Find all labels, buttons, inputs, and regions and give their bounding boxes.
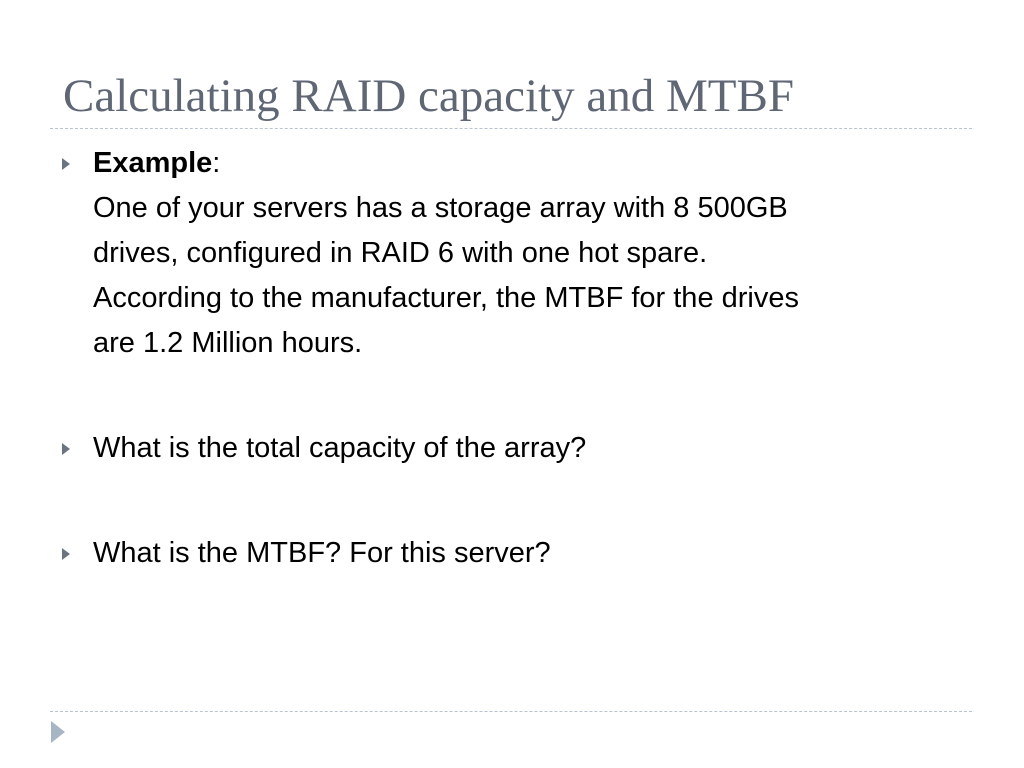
example-text-line: According to the manufacturer, the MTBF for the drives xyxy=(93,282,799,314)
triangle-right-icon xyxy=(62,548,70,560)
title-divider xyxy=(50,128,972,129)
bullet-list xyxy=(62,141,962,576)
footer-divider xyxy=(50,711,972,712)
play-triangle-icon[interactable] xyxy=(51,721,65,743)
mtbf-question-text: What is the MTBF? For this server? xyxy=(93,537,551,569)
example-heading xyxy=(93,147,220,179)
triangle-right-icon xyxy=(62,158,70,170)
example-heading-colon: : xyxy=(212,147,221,179)
example-text-line: One of your servers has a storage array with 8 500GB xyxy=(93,192,788,224)
example-heading-label: Example xyxy=(93,147,213,179)
bullet-capacity-question xyxy=(62,426,962,471)
example-text-line: drives, configured in RAID 6 with one hot spare. xyxy=(93,237,708,269)
example-text-line: are 1.2 Million hours. xyxy=(93,327,363,359)
bullet-mtbf-question xyxy=(62,531,962,576)
slide-title: Calculating RAID capacity and MTBF xyxy=(63,70,794,122)
capacity-question-text: What is the total capacity of the array? xyxy=(93,432,587,464)
triangle-right-icon xyxy=(62,443,70,455)
bullet-example xyxy=(62,141,962,366)
